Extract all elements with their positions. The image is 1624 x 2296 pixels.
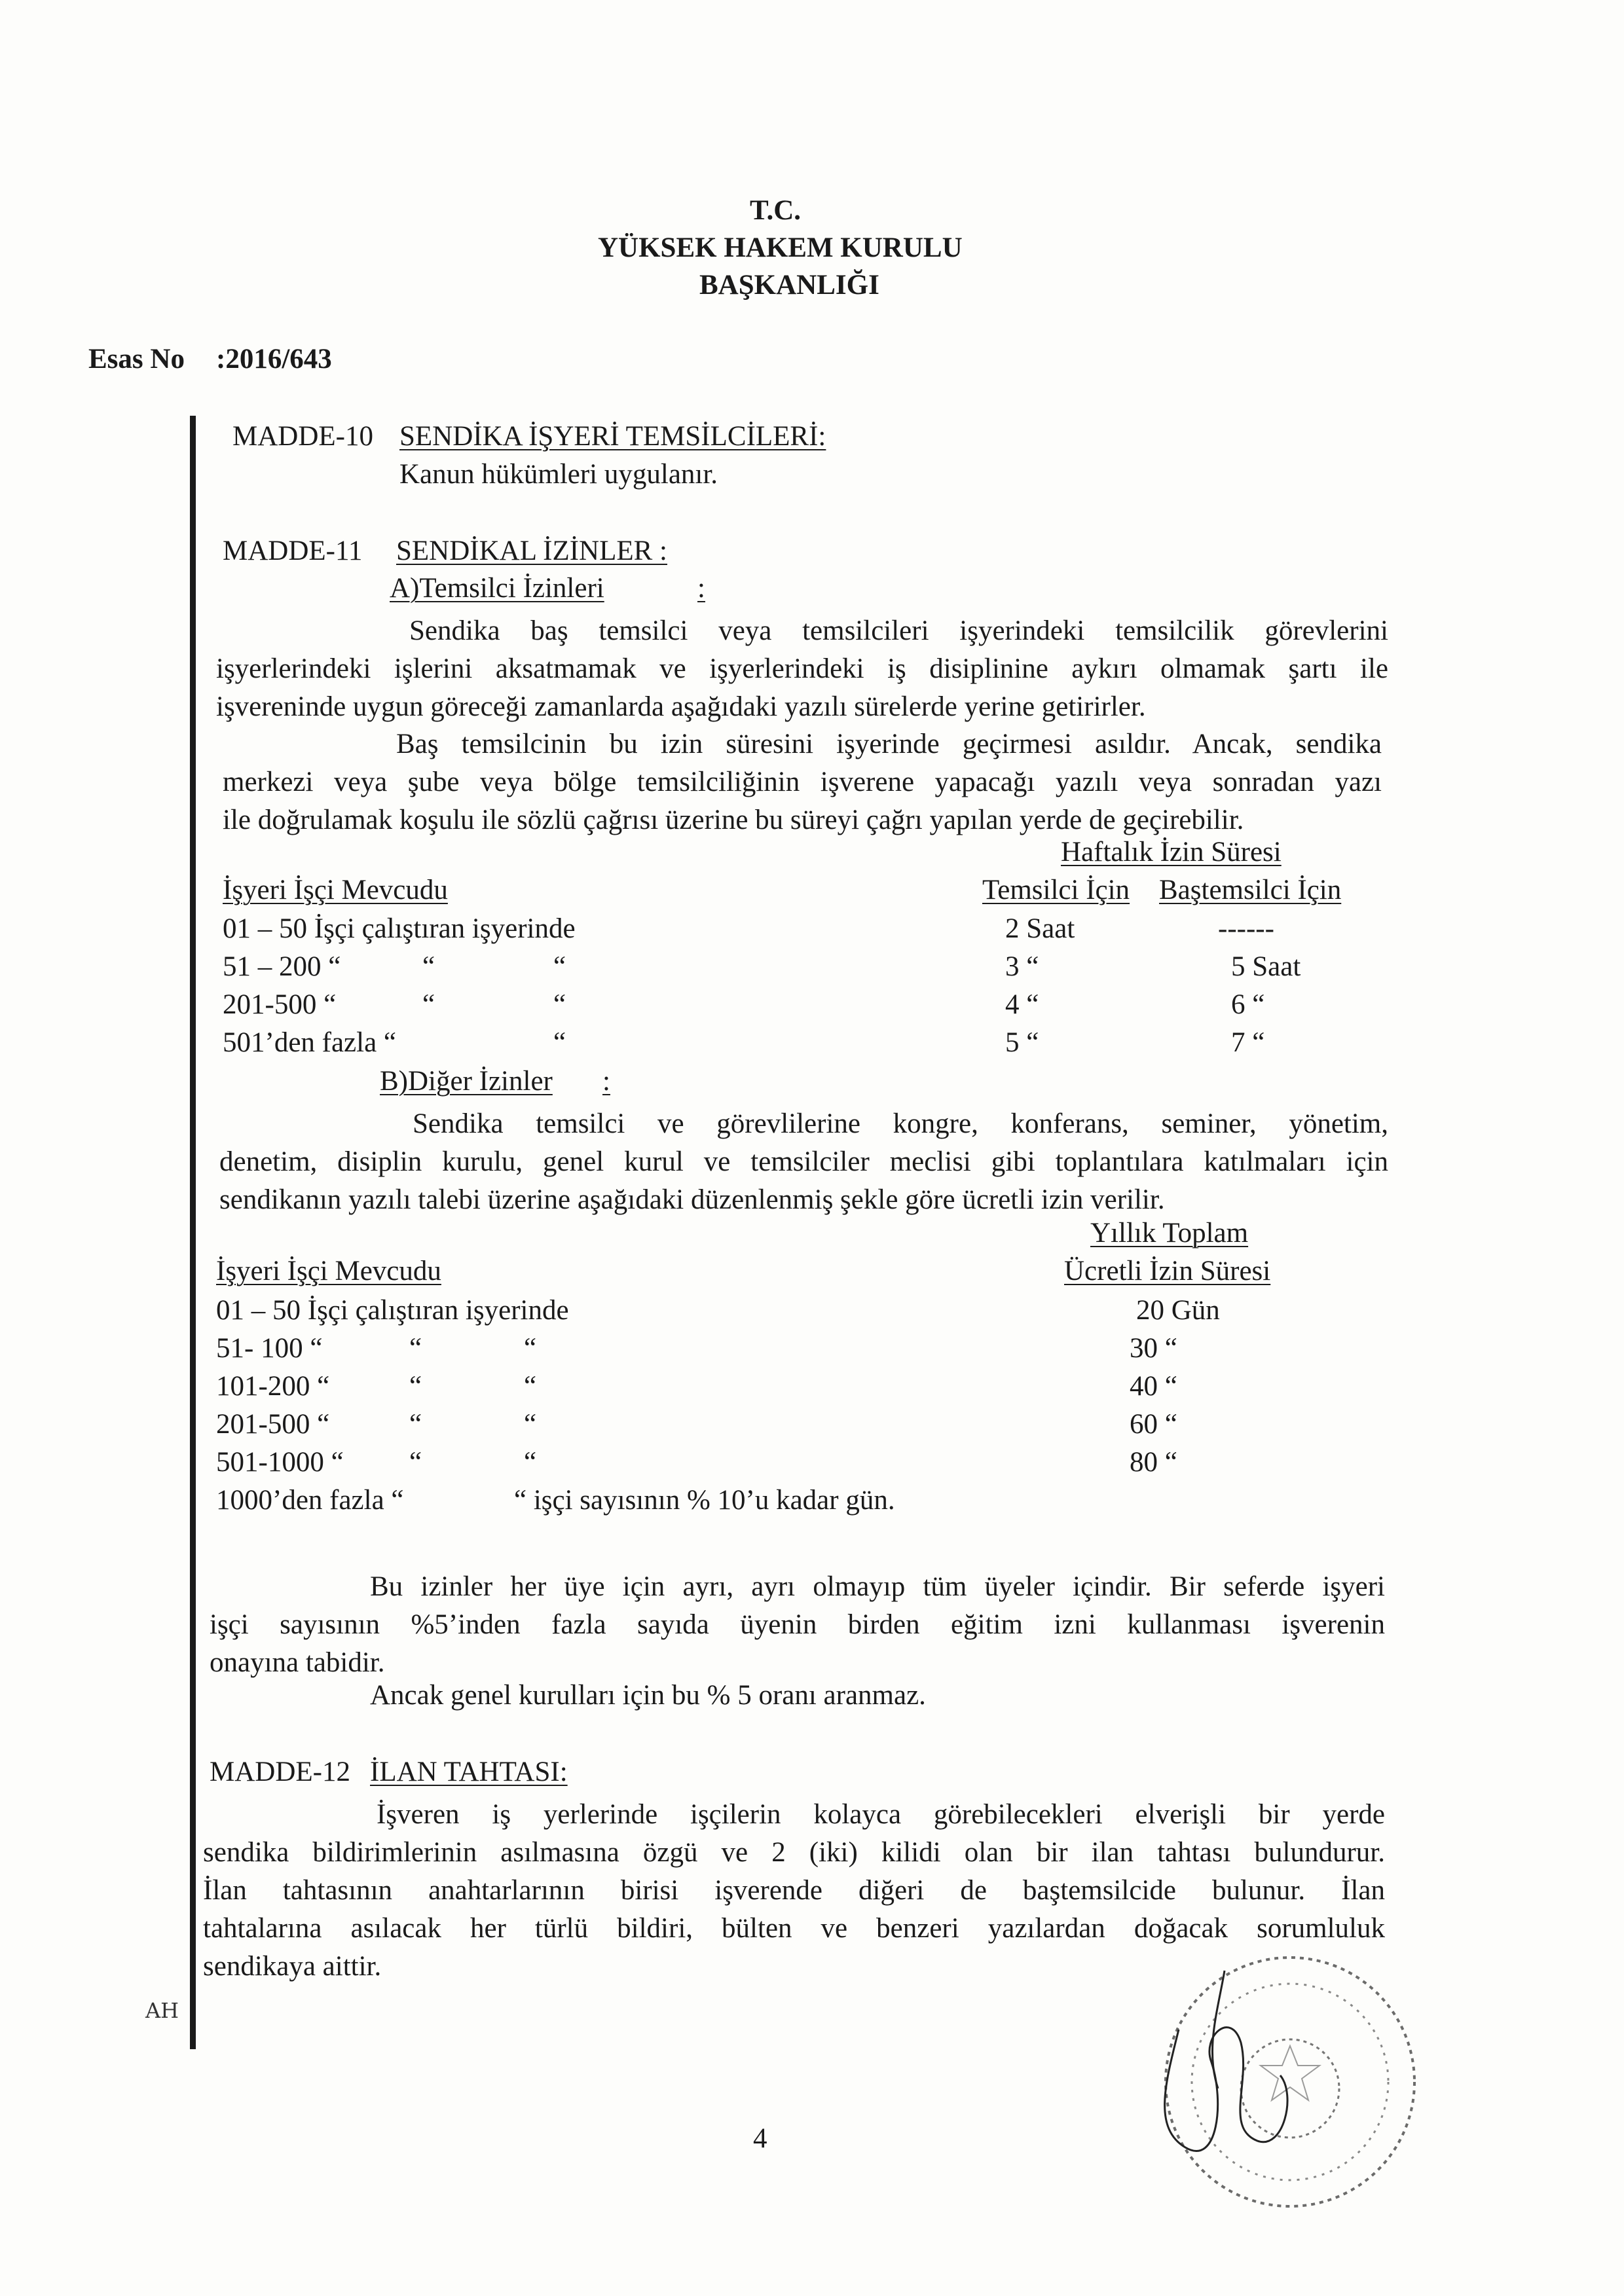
table1-row-head-representative: 5 Saat xyxy=(1231,951,1301,982)
section-a-colon: : xyxy=(697,573,705,604)
table1-row-representative: 3 “ xyxy=(1005,951,1039,982)
table2-group-header: Yıllık Toplam xyxy=(1090,1218,1249,1248)
table2-row-range: 51- 100 “ xyxy=(216,1333,323,1364)
table1-row-ditto: “ xyxy=(422,989,435,1020)
left-margin-rule xyxy=(190,416,196,2049)
table2-row-range: 101-200 “ xyxy=(216,1371,330,1402)
section-b-paragraph-1 xyxy=(219,1105,1388,1219)
table2-row-ditto: “ xyxy=(524,1371,537,1402)
case-number-value: :2016/643 xyxy=(216,344,332,374)
case-number-label: Esas No xyxy=(88,344,185,374)
table1-row-range: 201-500 “ xyxy=(223,989,337,1020)
table1-row-head-representative: 6 “ xyxy=(1231,989,1265,1020)
page-number: 4 xyxy=(753,2123,767,2154)
table1-row-ditto: “ xyxy=(422,951,435,982)
table2-row-range: 01 – 50 İşçi çalıştıran işyerinde xyxy=(216,1295,569,1326)
table2-row-ditto: “ xyxy=(409,1409,422,1440)
table2-col-paid-leave: Ücretli İzin Süresi xyxy=(1064,1256,1271,1286)
madde10-body: Kanun hükümleri uygulanır. xyxy=(399,459,718,490)
table2-row-value: 30 “ xyxy=(1130,1333,1177,1364)
section-a-p1-line1: Sendika baş temsilci veya temsilcileri işyerindeki temsilcilik görevlerini xyxy=(409,615,1388,646)
section-b-p1-line2: denetim, disiplin kurulu, genel kurul ve temsilciler meclisi gibi toplantılara katılmaları için xyxy=(219,1146,1388,1177)
table2-row-value: 20 Gün xyxy=(1136,1295,1220,1326)
table2-row-range: 1000’den fazla “ xyxy=(216,1485,404,1516)
section-b-paragraph-3: Ancak genel kurulları için bu % 5 oranı aranmaz. xyxy=(370,1680,926,1711)
table1-row-representative: 5 “ xyxy=(1005,1027,1039,1058)
table1-row-head-representative: 7 “ xyxy=(1231,1027,1265,1058)
table2-row-ditto: “ xyxy=(524,1447,537,1478)
section-b-title: B)Diğer İzinler xyxy=(380,1066,553,1097)
table2-row-ditto: “ işçi sayısının % 10’u kadar gün. xyxy=(514,1485,895,1516)
table1-row-representative: 4 “ xyxy=(1005,989,1039,1020)
official-stamp-seal xyxy=(1126,1931,1428,2232)
table1-row-representative: 2 Saat xyxy=(1005,913,1075,944)
table2-row-ditto: “ xyxy=(524,1409,537,1440)
section-a-title: A)Temsilci İzinleri xyxy=(390,573,604,604)
header-presidency: BAŞKANLIĞI xyxy=(699,270,879,301)
madde12-line4: tahtalarına asılacak her türlü bildiri, bülten ve benzeri yazılardan doğacak sorumluluk xyxy=(203,1913,1385,1944)
madde10-number: MADDE-10 xyxy=(232,421,373,452)
table2-row-range: 201-500 “ xyxy=(216,1409,330,1440)
section-a-paragraph-1 xyxy=(216,612,1388,726)
table2-row-ditto: “ xyxy=(409,1333,422,1364)
initials-mark: AH xyxy=(145,1998,179,2023)
madde12-line3: İlan tahtasının anahtarlarının birisi işverende diğeri de baştemsilcide bulunur. İlan xyxy=(203,1875,1385,1906)
section-a-p2-line3: ile doğrulamak koşulu ile sözlü çağrısı üzerine bu süreyi çağrı yapılan yerde de geçirebilir. xyxy=(223,805,1244,835)
header-tc: T.C. xyxy=(750,195,802,226)
section-b-paragraph-2 xyxy=(210,1568,1385,1682)
madde12-title: İLAN TAHTASI: xyxy=(370,1757,568,1787)
section-b-p2-line2: işçi sayısının %5’inden fazla sayıda üyenin birden eğitim izni kullanması işverenin xyxy=(210,1609,1385,1640)
table1-row-range: 501’den fazla “ xyxy=(223,1027,397,1058)
madde11-title: SENDİKAL İZİNLER : xyxy=(396,536,668,566)
table1-row-ditto: “ xyxy=(553,951,566,982)
section-a-p2-line2: merkezi veya şube veya bölge temsilciliğinin işverene yapacağı yazılı veya sonradan yazı xyxy=(223,767,1382,797)
section-a-paragraph-2 xyxy=(223,725,1382,839)
section-a-p1-line3: işvereninde uygun göreceği zamanlarda aşağıdaki yazılı sürelerde yerine getirirler. xyxy=(216,691,1146,722)
table1-row-range: 01 – 50 İşçi çalıştıran işyerinde xyxy=(223,913,576,944)
table2-col-workforce: İşyeri İşçi Mevcudu xyxy=(216,1256,441,1286)
table2-row-value: 80 “ xyxy=(1130,1447,1177,1478)
table2-row-value: 60 “ xyxy=(1130,1409,1177,1440)
section-a-p1-line2: işyerlerindeki işlerini aksatmamak ve işyerlerindeki iş disiplinine aykırı olmamak şartı ile xyxy=(216,653,1388,684)
signature-stroke xyxy=(1165,2028,1287,2151)
section-b-p1-line3: sendikanın yazılı talebi üzerine aşağıdaki düzenlenmiş şekle göre ücretli izin verilir. xyxy=(219,1184,1165,1215)
madde12-line5: sendikaya aittir. xyxy=(203,1951,382,1982)
table1-row-ditto: “ xyxy=(553,989,566,1020)
table2-row-range: 501-1000 “ xyxy=(216,1447,344,1478)
section-a-p2-line1: Baş temsilcinin bu izin süresini işyerinde geçirmesi asıldır. Ancak, sendika xyxy=(396,729,1382,759)
table1-col-workforce: İşyeri İşçi Mevcudu xyxy=(223,875,448,905)
madde11-number: MADDE-11 xyxy=(223,536,363,566)
madde12-number: MADDE-12 xyxy=(210,1757,350,1787)
table2-row-value: 40 “ xyxy=(1130,1371,1177,1402)
table1-row-head-representative: ------ xyxy=(1218,913,1274,944)
section-b-p1-line1: Sendika temsilci ve görevlilerine kongre, konferans, seminer, yönetim, xyxy=(413,1108,1388,1139)
table1-row-ditto: “ xyxy=(553,1027,566,1058)
table1-col-representative: Temsilci İçin xyxy=(982,875,1130,905)
madde10-title: SENDİKA İŞYERİ TEMSİLCİLERİ: xyxy=(399,421,826,452)
header-institution: YÜKSEK HAKEM KURULU xyxy=(598,232,963,263)
table1-col-head-representative: Baştemsilci İçin xyxy=(1159,875,1342,905)
table2-row-ditto: “ xyxy=(409,1371,422,1402)
table2-row-ditto: “ xyxy=(409,1447,422,1478)
madde12-line2: sendika bildirimlerinin asılmasına özgü ve 2 (iki) kilidi olan bir ilan tahtası bulundurur. xyxy=(203,1837,1385,1868)
section-b-p2-line1: Bu izinler her üye için ayrı, ayrı olmayıp tüm üyeler içindir. Bir seferde işyeri xyxy=(370,1571,1385,1602)
table2-row-ditto: “ xyxy=(524,1333,537,1364)
section-b-colon: : xyxy=(602,1066,610,1097)
madde12-line1: İşveren iş yerlerinde işçilerin kolayca görebilecekleri elverişli bir yerde xyxy=(377,1799,1385,1830)
table1-row-range: 51 – 200 “ xyxy=(223,951,341,982)
table1-group-header: Haftalık İzin Süresi xyxy=(1061,837,1282,867)
section-b-p2-line3: onayına tabidir. xyxy=(210,1647,385,1678)
